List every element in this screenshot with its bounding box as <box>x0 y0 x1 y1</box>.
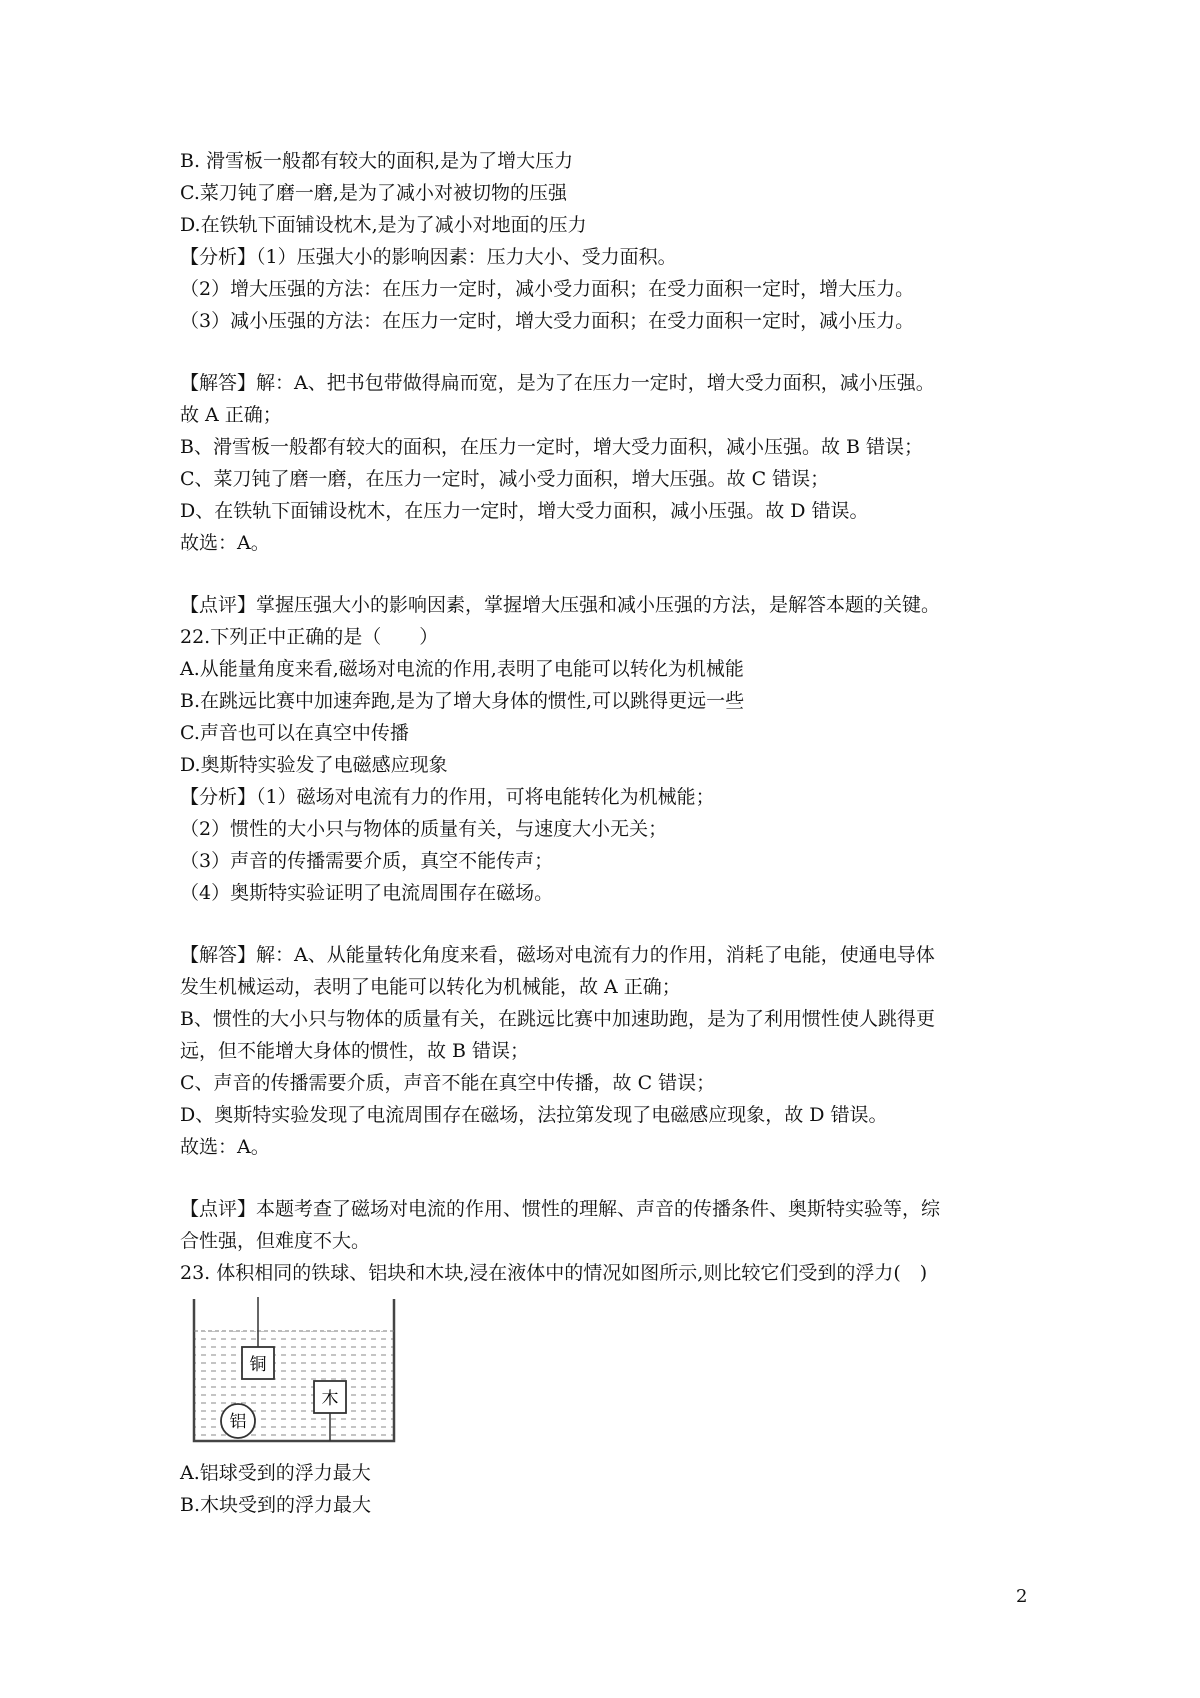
text-line: D.在铁轨下面铺设枕木,是为了减小对地面的压力 <box>180 214 587 236</box>
text-line: B. 滑雪板一般都有较大的面积,是为了增大压力 <box>180 150 574 172</box>
text-line: （3）声音的传播需要介质，真空不能传声； <box>180 850 554 872</box>
text-line: B.在跳远比赛中加速奔跑,是为了增大身体的惯性,可以跳得更远一些 <box>180 690 745 712</box>
text-line: A.从能量角度来看,磁场对电流的作用,表明了电能可以转化为机械能 <box>180 658 744 680</box>
text-line: 【解答】解：A、把书包带做得扁而宽，是为了在压力一定时，增大受力面积，减小压强。 <box>180 372 935 394</box>
text-line: 【分析】（1）磁场对电流有力的作用，可将电能转化为机械能； <box>180 786 715 808</box>
text-line: （2）惯性的大小只与物体的质量有关，与速度大小无关； <box>180 818 668 840</box>
text-line: A.铝球受到的浮力最大 <box>180 1462 371 1484</box>
wood-label: 木 <box>321 1389 339 1409</box>
text-line: 22.下列正中正确的是（ ） <box>180 626 439 648</box>
text-line: 发生机械运动，表明了电能可以转化为机械能，故 A 正确； <box>180 976 681 998</box>
copper-label: 铜 <box>249 1355 267 1375</box>
text-line: （2）增大压强的方法：在压力一定时，减小受力面积；在受力面积一定时，增大压力。 <box>180 278 915 300</box>
text-line: 【点评】掌握压强大小的影响因素，掌握增大压强和减小压强的方法，是解答本题的关键。 <box>180 594 941 616</box>
page-number: 2 <box>1016 1586 1028 1607</box>
text-line: 【分析】（1）压强大小的影响因素：压力大小、受力面积。 <box>180 246 677 268</box>
text-line: 【点评】本题考查了磁场对电流的作用、惯性的理解、声音的传播条件、奥斯特实验等，综 <box>180 1198 941 1220</box>
text-line: C、菜刀钝了磨一磨，在压力一定时，减小受力面积，增大压强。故 C 错误； <box>180 468 830 490</box>
text-line: C.声音也可以在真空中传播 <box>180 722 409 744</box>
text-line: 【解答】解：A、从能量转化角度来看，磁场对电流有力的作用，消耗了电能，使通电导体 <box>180 944 935 966</box>
page-content <box>180 145 1040 1521</box>
paragraph-gap <box>180 909 1040 939</box>
text-line: D.奥斯特实验发了电磁感应现象 <box>180 754 448 776</box>
text-line: （3）减小压强的方法：在压力一定时，增大受力面积；在受力面积一定时，减小压力。 <box>180 310 915 332</box>
text-line: 故 A 正确； <box>180 404 282 426</box>
text-line: 23. 体积相同的铁球、铝块和木块,浸在液体中的情况如图所示,则比较它们受到的浮力( ) <box>180 1262 928 1284</box>
text-line: 故选：A。 <box>180 532 270 554</box>
text-line: C.菜刀钝了磨一磨,是为了减小对被切物的压强 <box>180 182 567 204</box>
buoyancy-figure <box>190 1295 400 1445</box>
text-line: 故选：A。 <box>180 1136 270 1158</box>
text-line: B、惯性的大小只与物体的质量有关，在跳远比赛中加速助跑，是为了利用惯性使人跳得更 <box>180 1008 935 1030</box>
paragraph-gap <box>180 1163 1040 1193</box>
text-line: 远，但不能增大身体的惯性，故 B 错误； <box>180 1040 530 1062</box>
text-line: D、在铁轨下面铺设枕木，在压力一定时，增大受力面积，减小压强。故 D 错误。 <box>180 500 869 522</box>
text-line: D、奥斯特实验发现了电流周围存在磁场，法拉第发现了电磁感应现象，故 D 错误。 <box>180 1104 888 1126</box>
paragraph-gap <box>180 559 1040 589</box>
text-line: B、滑雪板一般都有较大的面积，在压力一定时，增大受力面积，减小压强。故 B 错误； <box>180 436 924 458</box>
text-line: B.木块受到的浮力最大 <box>180 1494 372 1516</box>
text-line: C、声音的传播需要介质，声音不能在真空中传播，故 C 错误； <box>180 1072 716 1094</box>
text-line: （4）奥斯特实验证明了电流周围存在磁场。 <box>180 882 554 904</box>
text-line: 合性强，但难度不大。 <box>180 1230 371 1252</box>
paragraph-gap <box>180 337 1040 367</box>
aluminum-label: 铝 <box>229 1412 247 1432</box>
